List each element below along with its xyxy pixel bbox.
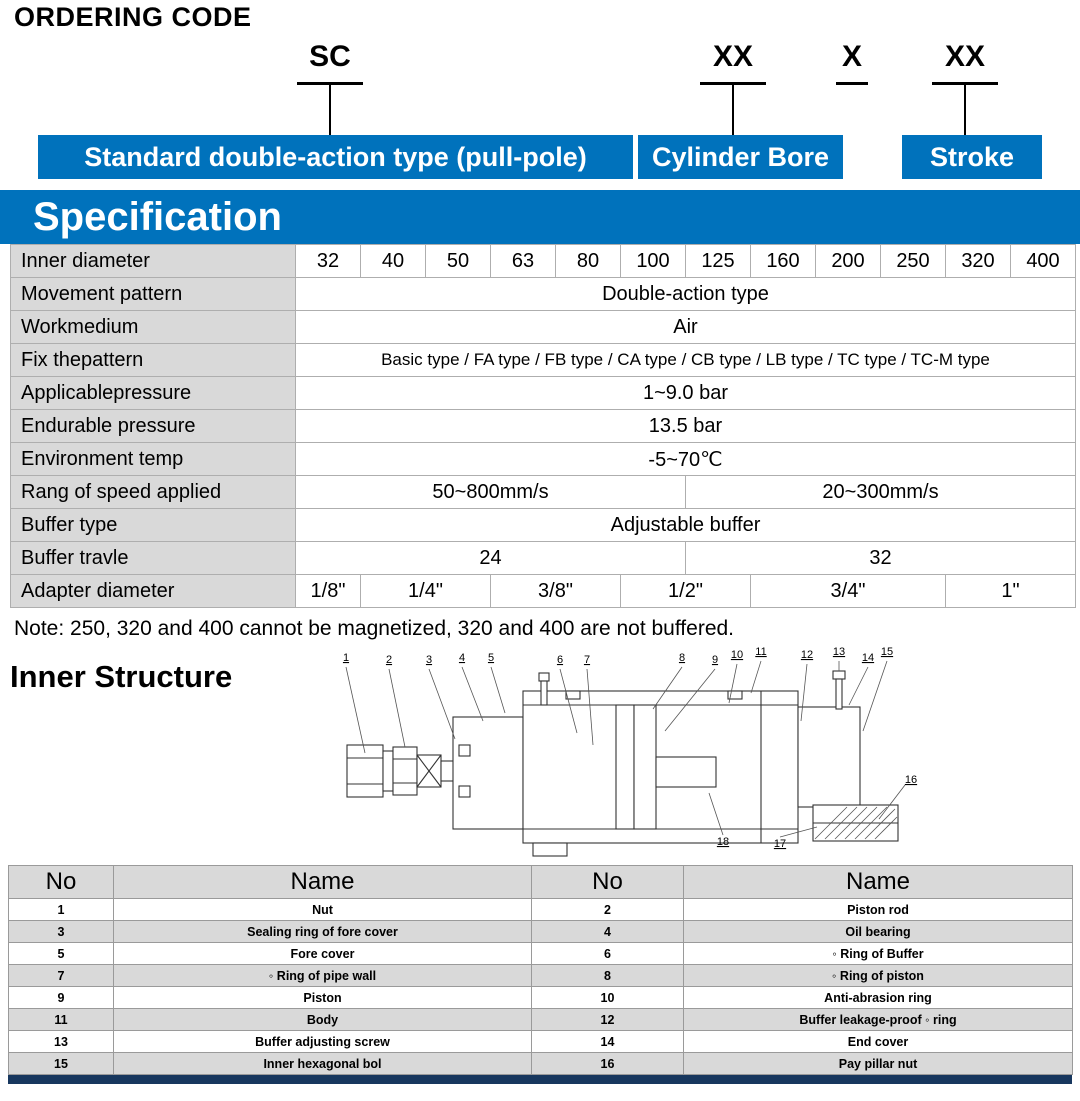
code-bore-xx: XX [712, 40, 754, 73]
note-text: Note: 250, 320 and 400 cannot be magnetized, 320 and 400 are not buffered. [14, 617, 735, 640]
part-no: 8 [532, 965, 684, 987]
part-name: Oil bearing [684, 921, 1073, 943]
part-no: 6 [532, 943, 684, 965]
callout-7: 7 [583, 654, 591, 666]
part-no: 12 [532, 1009, 684, 1031]
spec-cell: 3/8" [491, 575, 621, 608]
spec-cell: 50 [426, 245, 491, 278]
spec-cell: Adjustable buffer [296, 509, 1076, 542]
spec-row-workmedium [11, 311, 1076, 344]
code-stroke-xx: XX [944, 40, 986, 73]
part-name: ◦ Ring of Buffer [684, 943, 1073, 965]
spec-cell: 1" [946, 575, 1076, 608]
spec-row-applicable-pressure [11, 377, 1076, 410]
part-no: 14 [532, 1031, 684, 1053]
ordering-code-section [0, 0, 1080, 190]
part-name: Piston rod [684, 899, 1073, 921]
callout-14: 14 [861, 652, 875, 664]
part-name: End cover [684, 1031, 1073, 1053]
spec-cell: 32 [686, 542, 1076, 575]
callout-13: 13 [832, 646, 846, 658]
parts-header-no-2: No [532, 866, 684, 899]
part-no: 7 [9, 965, 114, 987]
parts-header-name-1: Name [114, 866, 532, 899]
spec-cell: 80 [556, 245, 621, 278]
inner-structure-section [0, 643, 1080, 865]
part-no: 11 [9, 1009, 114, 1031]
callout-18: 18 [716, 836, 730, 848]
part-no: 2 [532, 899, 684, 921]
spec-cell: Air [296, 311, 1076, 344]
inner-structure-title: Inner Structure [10, 659, 233, 694]
spec-row-buffer-type [11, 509, 1076, 542]
part-name: Body [114, 1009, 532, 1031]
label-standard-type: Standard double-action type (pull-pole) [38, 135, 633, 179]
parts-header-name-2: Name [684, 866, 1073, 899]
callout-8: 8 [678, 652, 686, 664]
spec-cell: -5~70℃ [296, 443, 1076, 476]
spec-row-speed [11, 476, 1076, 509]
connector-line-stroke [964, 85, 966, 135]
part-no: 10 [532, 987, 684, 1009]
spec-cell: 125 [686, 245, 751, 278]
part-name: Buffer leakage-proof ◦ ring [684, 1009, 1073, 1031]
specification-banner [0, 190, 1080, 244]
part-no: 4 [532, 921, 684, 943]
spec-label: Inner diameter [11, 245, 296, 278]
callout-3: 3 [425, 654, 433, 666]
part-name: Pay pillar nut [684, 1053, 1073, 1075]
spec-cell: 40 [361, 245, 426, 278]
spec-cell: 320 [946, 245, 1011, 278]
spec-cell: 3/4" [751, 575, 946, 608]
specification-table [10, 244, 1076, 608]
part-name: ◦ Ring of pipe wall [114, 965, 532, 987]
spec-row-inner-diameter [11, 245, 1076, 278]
spec-cell: 32 [296, 245, 361, 278]
spec-cell: 100 [621, 245, 686, 278]
callout-1: 1 [342, 652, 350, 664]
diagram-shapes [347, 671, 898, 856]
spec-label: Environment temp [11, 443, 296, 476]
spec-cell: 1/2" [621, 575, 751, 608]
spec-label: Buffer type [11, 509, 296, 542]
spec-row-movement-pattern [11, 278, 1076, 311]
part-no: 9 [9, 987, 114, 1009]
callout-6: 6 [556, 654, 564, 666]
part-name: ◦ Ring of piston [684, 965, 1073, 987]
spec-cell: 13.5 bar [296, 410, 1076, 443]
spec-label: Rang of speed applied [11, 476, 296, 509]
label-stroke: Stroke [902, 135, 1042, 179]
spec-cell: 200 [816, 245, 881, 278]
part-name: Fore cover [114, 943, 532, 965]
parts-row [9, 1009, 1073, 1031]
spec-row-buffer-travel [11, 542, 1076, 575]
spec-label: Buffer travle [11, 542, 296, 575]
spec-label: Applicablepressure [11, 377, 296, 410]
cylinder-cross-section-diagram [333, 645, 925, 860]
parts-row [9, 921, 1073, 943]
spec-label: Movement pattern [11, 278, 296, 311]
part-no: 5 [9, 943, 114, 965]
part-no: 1 [9, 899, 114, 921]
connector-line-sc [329, 85, 331, 135]
part-name: Piston [114, 987, 532, 1009]
spec-cell: 20~300mm/s [686, 476, 1076, 509]
label-cylinder-bore: Cylinder Bore [638, 135, 843, 179]
callout-15: 15 [880, 646, 894, 658]
part-name: Nut [114, 899, 532, 921]
part-name: Sealing ring of fore cover [114, 921, 532, 943]
callout-2: 2 [385, 654, 393, 666]
callout-12: 12 [800, 649, 814, 661]
spec-row-endurable-pressure [11, 410, 1076, 443]
spec-row-fix-pattern [11, 344, 1076, 377]
parts-row [9, 987, 1073, 1009]
specification-title: Specification [33, 194, 282, 239]
spec-label: Fix thepattern [11, 344, 296, 377]
parts-header-row [9, 866, 1073, 899]
part-name: Buffer adjusting screw [114, 1031, 532, 1053]
spec-cell: 250 [881, 245, 946, 278]
spec-cell: 24 [296, 542, 686, 575]
callout-10: 10 [730, 649, 744, 661]
spec-cell: Double-action type [296, 278, 1076, 311]
spec-cell: 63 [491, 245, 556, 278]
parts-row [9, 1053, 1073, 1075]
parts-row [9, 1031, 1073, 1053]
spec-label: Adapter diameter [11, 575, 296, 608]
parts-row [9, 943, 1073, 965]
parts-header-no-1: No [9, 866, 114, 899]
spec-label: Workmedium [11, 311, 296, 344]
part-no: 3 [9, 921, 114, 943]
code-sc: SC [309, 40, 351, 73]
callout-11: 11 [755, 646, 767, 658]
part-no: 16 [532, 1053, 684, 1075]
spec-label: Endurable pressure [11, 410, 296, 443]
callout-5: 5 [487, 652, 495, 664]
spec-cell: 1~9.0 bar [296, 377, 1076, 410]
part-no: 13 [9, 1031, 114, 1053]
underline-x [836, 82, 868, 85]
callout-17: 17 [773, 838, 787, 850]
parts-row [9, 899, 1073, 921]
spec-cell: 1/8" [296, 575, 361, 608]
parts-table [8, 865, 1073, 1075]
part-name: Inner hexagonal bol [114, 1053, 532, 1075]
parts-row [9, 965, 1073, 987]
next-section-header-strip [8, 1075, 1072, 1084]
spec-row-adapter-diameter [11, 575, 1076, 608]
callout-9: 9 [711, 654, 719, 666]
spec-cell: 400 [1011, 245, 1076, 278]
page-title: ORDERING CODE [14, 2, 252, 32]
spec-cell: 50~800mm/s [296, 476, 686, 509]
spec-cell: Basic type / FA type / FB type / CA type / CB type / LB type / TC type / TC-M type [296, 344, 1076, 377]
code-x: X [841, 40, 862, 73]
spec-cell: 160 [751, 245, 816, 278]
callout-4: 4 [458, 652, 466, 664]
spec-row-environment-temp [11, 443, 1076, 476]
part-name: Anti-abrasion ring [684, 987, 1073, 1009]
callout-16: 16 [904, 774, 918, 786]
spec-cell: 1/4" [361, 575, 491, 608]
connector-line-bore [732, 85, 734, 135]
part-no: 15 [9, 1053, 114, 1075]
